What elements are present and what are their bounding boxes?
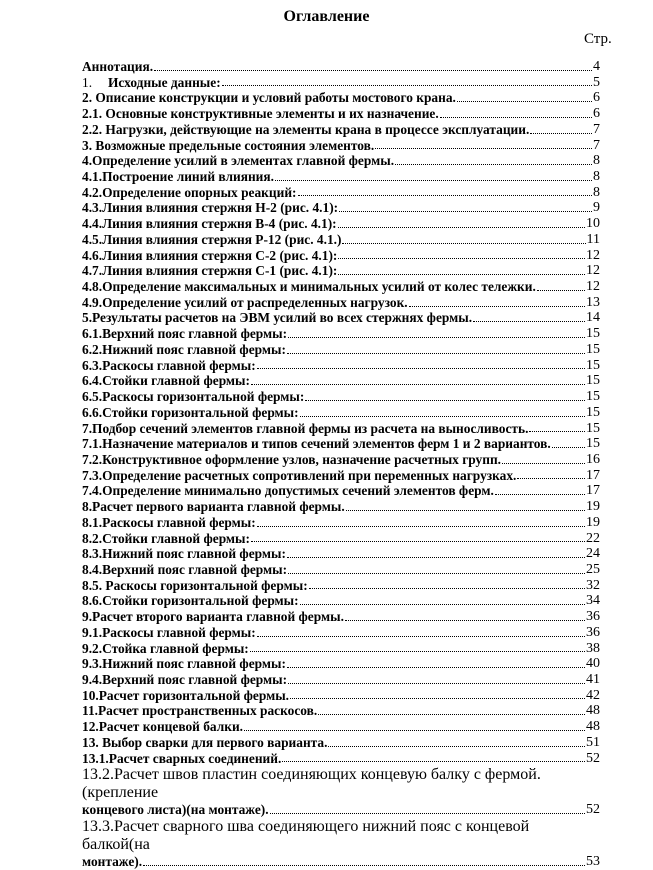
dot-leader — [287, 557, 585, 558]
dot-leader — [530, 133, 592, 134]
toc-entry-title: 9.4.Верхний пояс главной фермы: — [82, 672, 288, 688]
dot-leader — [257, 526, 585, 527]
toc-entry-title: Аннотация. — [82, 58, 154, 74]
dot-leader — [395, 164, 592, 165]
toc-entry-page: 13 — [586, 294, 600, 310]
toc-entry-title: 13.1.Расчет сварных соединений. — [82, 750, 282, 766]
toc-entry-title: 8.1.Раскосы главной фермы: — [82, 514, 256, 530]
dot-leader — [275, 180, 592, 181]
dot-leader — [346, 510, 585, 511]
dot-leader — [517, 478, 585, 479]
dot-leader — [288, 573, 585, 574]
toc-entry-title: 4.4.Линия влияния стержня В-4 (рис. 4.1): — [82, 216, 337, 232]
toc-entry[interactable] — [82, 766, 600, 818]
toc-entry-title: 7.4.Определение минимально допустимых сечений элементов ферм. — [82, 483, 494, 499]
toc-entry-page: 52 — [586, 750, 600, 766]
toc-entry[interactable] — [82, 593, 600, 609]
toc-entry-number: 1. — [82, 74, 93, 90]
toc-entry-title: концевого листа)(на монтаже). — [82, 802, 269, 818]
toc-entry[interactable] — [82, 389, 600, 405]
dot-leader — [143, 865, 585, 866]
dot-leader — [529, 431, 585, 432]
dot-leader — [287, 353, 585, 354]
toc-entry-page: 40 — [586, 656, 600, 672]
toc-entry-page: 7 — [593, 137, 600, 153]
toc-entry-title: 13.2.Расчет швов пластин соединяющих концевую балку с фермой.(крепление — [82, 766, 541, 802]
toc-entry[interactable] — [82, 468, 600, 484]
toc-entry-page: 32 — [586, 577, 600, 593]
dot-leader — [502, 463, 585, 464]
toc-entry-page: 19 — [586, 514, 600, 530]
dot-leader — [375, 148, 592, 149]
toc-entry-page: 8 — [593, 184, 600, 200]
toc-entry-title: 4.1.Построение линий влияния. — [82, 169, 274, 185]
toc-entry[interactable] — [82, 688, 600, 704]
toc-entry-page: 38 — [586, 640, 600, 656]
toc-entry-page: 15 — [586, 420, 600, 436]
toc-entry[interactable] — [82, 405, 600, 421]
toc-entry-title: 9.3.Нижний пояс главной фермы: — [82, 656, 286, 672]
dot-leader — [457, 101, 592, 102]
toc-entry[interactable] — [82, 656, 600, 672]
dot-leader — [318, 714, 585, 715]
toc-entry-title: 8.6.Стойки горизонтальной фермы: — [82, 593, 299, 609]
dot-leader — [305, 400, 585, 401]
dot-leader — [298, 195, 593, 196]
dot-leader — [328, 746, 585, 747]
toc-entry[interactable] — [82, 59, 600, 75]
dot-leader — [288, 337, 585, 338]
toc-entry-page: 7 — [593, 121, 600, 137]
toc-entry-title: 5.Результаты расчетов на ЭВМ усилий во всех стержнях фермы. — [82, 310, 473, 326]
dot-leader — [339, 211, 592, 212]
toc-entry-page: 22 — [586, 530, 600, 546]
toc-entry[interactable] — [82, 185, 600, 201]
toc-entry-page: 24 — [586, 546, 600, 562]
toc-entry[interactable] — [82, 311, 600, 327]
toc-entry-page: 52 — [586, 802, 600, 818]
dot-leader — [250, 651, 585, 652]
toc-entry-page: 8 — [593, 153, 600, 169]
toc-entry[interactable] — [82, 342, 600, 358]
toc-entry-page: 6 — [593, 90, 600, 106]
toc-entry-title: 4.9.Определение усилий от распределенных нагрузок. — [82, 294, 408, 310]
toc-entry-page: 48 — [586, 719, 600, 735]
toc-entry-page: 51 — [586, 734, 600, 750]
toc-entry-title: 7.Подбор сечений элементов главной фермы из расчета на выносливость. — [82, 420, 529, 436]
dot-leader — [257, 368, 585, 369]
dot-leader — [300, 416, 585, 417]
table-of-contents — [82, 59, 600, 870]
dot-leader — [154, 70, 592, 71]
toc-entry[interactable] — [82, 562, 600, 578]
dot-leader — [345, 620, 585, 621]
toc-entry-page: 25 — [586, 561, 600, 577]
toc-entry-title: 4.6.Линия влияния стержня С-2 (рис. 4.1): — [82, 247, 338, 263]
toc-entry[interactable] — [82, 279, 600, 295]
dot-leader — [552, 447, 585, 448]
toc-entry-page: 11 — [586, 231, 600, 247]
toc-entry[interactable] — [82, 672, 600, 688]
toc-entry[interactable] — [82, 232, 600, 248]
toc-entry[interactable] — [82, 122, 600, 138]
toc-entry-page: 12 — [586, 279, 600, 295]
toc-entry-title: 2. Описание конструкции и условий работы мостового крана. — [82, 90, 456, 106]
toc-entry-page: 14 — [586, 310, 600, 326]
toc-entry[interactable] — [82, 483, 600, 499]
toc-entry[interactable] — [82, 531, 600, 547]
toc-entry[interactable] — [82, 609, 600, 625]
toc-entry-page: 16 — [586, 451, 600, 467]
page-column-header: Стр. — [584, 31, 612, 47]
toc-entry[interactable] — [82, 515, 600, 531]
toc-entry-title: 4.5.Линия влияния стержня Р-12 (рис. 4.1.) — [82, 231, 342, 247]
toc-entry-continuation[interactable] — [82, 802, 600, 818]
toc-entry-page: 15 — [586, 404, 600, 420]
dot-leader — [342, 243, 585, 244]
toc-entry-page: 36 — [586, 624, 600, 640]
toc-entry-title: 2.1. Основные конструктивные элементы и их назначение. — [82, 106, 439, 122]
toc-entry-title: 8.3.Нижний пояс главной фермы: — [82, 546, 286, 562]
toc-entry-continuation[interactable] — [82, 854, 600, 870]
dot-leader — [222, 85, 592, 86]
toc-entry-title: 3. Возможные предельные состояния элементов. — [82, 137, 375, 153]
toc-entry-title: 7.2.Конструктивное оформление узлов, назначение расчетных групп. — [82, 451, 502, 467]
toc-entry-page: 53 — [586, 854, 600, 870]
toc-entry-title: 10.Расчет горизонтальной фермы. — [82, 687, 290, 703]
toc-title: Оглавление — [283, 8, 370, 25]
toc-entry[interactable] — [82, 153, 600, 169]
toc-entry[interactable] — [82, 263, 600, 279]
toc-entry-page: 42 — [586, 687, 600, 703]
dot-leader — [287, 667, 585, 668]
toc-entry-title: 4.8.Определение максимальных и минимальных усилий от колес тележки. — [82, 279, 536, 295]
toc-entry-title: 6.4.Стойки главной фермы: — [82, 373, 250, 389]
dot-leader — [537, 290, 585, 291]
toc-entry[interactable] — [82, 169, 600, 185]
dot-leader — [495, 494, 585, 495]
toc-entry-page: 15 — [586, 341, 600, 357]
toc-entry[interactable] — [82, 326, 600, 342]
dot-leader — [300, 604, 585, 605]
toc-entry[interactable] — [82, 216, 600, 232]
toc-entry-title: 8.2.Стойки главной фермы: — [82, 530, 250, 546]
toc-entry[interactable] — [82, 421, 600, 437]
dot-leader — [288, 683, 585, 684]
toc-entry-page: 5 — [593, 74, 600, 90]
toc-entry-page: 12 — [586, 263, 600, 279]
toc-entry-title: 9.1.Раскосы главной фермы: — [82, 624, 256, 640]
toc-entry-title: 13. Выбор сварки для первого варианта. — [82, 734, 328, 750]
toc-entry-title: 8.Расчет первого варианта главной фермы. — [82, 499, 345, 515]
toc-entry-title: 7.3.Определение расчетных сопротивлений при переменных нагрузках. — [82, 467, 517, 483]
toc-entry-title: 8.4.Верхний пояс главной фермы: — [82, 561, 288, 577]
toc-entry[interactable] — [82, 373, 600, 389]
dot-leader — [338, 274, 585, 275]
toc-entry[interactable] — [82, 452, 600, 468]
toc-entry[interactable] — [82, 703, 600, 719]
dot-leader — [270, 813, 585, 814]
toc-entry-page: 15 — [586, 357, 600, 373]
toc-entry[interactable] — [82, 578, 600, 594]
dot-leader — [473, 321, 585, 322]
toc-entry[interactable] — [82, 90, 600, 106]
dot-leader — [290, 698, 585, 699]
toc-entry[interactable] — [82, 625, 600, 641]
dot-leader — [251, 384, 585, 385]
toc-entry-title: 13.3.Расчет сварного шва соединяющего нижний пояс с концевой балкой(на — [82, 818, 530, 854]
toc-entry-title: 12.Расчет концевой балки. — [82, 719, 244, 735]
dot-leader — [338, 258, 585, 259]
toc-entry-title: 4.7.Линия влияния стержня С-1 (рис. 4.1): — [82, 263, 338, 279]
toc-entry-page: 6 — [593, 106, 600, 122]
toc-entry-title: 4.3.Линия влияния стержня Н-2 (рис. 4.1): — [82, 200, 339, 216]
toc-entry-title: монтаже). — [82, 854, 143, 870]
toc-entry[interactable] — [82, 436, 600, 452]
toc-entry-page: 12 — [586, 247, 600, 263]
toc-entry-title: 11.Расчет пространственных раскосов. — [82, 703, 318, 719]
toc-entry-title: 6.1.Верхний пояс главной фермы: — [82, 326, 288, 342]
toc-entry-page: 15 — [586, 373, 600, 389]
toc-entry[interactable] — [82, 106, 600, 122]
toc-entry[interactable] — [82, 200, 600, 216]
toc-entry-page: 19 — [586, 499, 600, 515]
toc-entry[interactable] — [82, 818, 600, 870]
toc-entry[interactable] — [82, 499, 600, 515]
toc-entry[interactable] — [82, 719, 600, 735]
toc-entry-page: 15 — [586, 436, 600, 452]
toc-entry-page: 34 — [586, 593, 600, 609]
toc-entry-page: 10 — [586, 216, 600, 232]
toc-entry-title: 6.5.Раскосы горизонтальной фермы: — [82, 389, 305, 405]
toc-entry-page: 4 — [593, 58, 600, 74]
toc-entry-title: 8.5. Раскосы горизонтальной фермы: — [82, 577, 308, 593]
toc-entry-title: 2.2. Нагрузки, действующие на элементы крана в процессе эксплуатации. — [82, 121, 530, 137]
toc-entry-title: 4.2.Определение опорных реакций: — [82, 184, 297, 200]
toc-entry-page: 15 — [586, 389, 600, 405]
toc-entry-page: 8 — [593, 169, 600, 185]
toc-entry-title: 6.2.Нижний пояс главной фермы: — [82, 341, 286, 357]
dot-leader — [309, 588, 585, 589]
toc-entry-title: Исходные данные: — [108, 74, 221, 90]
toc-entry-title: 6.3.Раскосы главной фермы: — [82, 357, 256, 373]
toc-entry-title: 9.Расчет второго варианта главной фермы. — [82, 609, 344, 625]
toc-entry[interactable] — [82, 295, 600, 311]
toc-entry[interactable] — [82, 75, 600, 91]
toc-entry-title: 9.2.Стойка главной фермы: — [82, 640, 249, 656]
dot-leader — [257, 636, 585, 637]
toc-entry-page: 41 — [586, 672, 600, 688]
dot-leader — [244, 730, 585, 731]
toc-entry-title: 7.1.Назначение материалов и типов сечений элементов ферм 1 и 2 вариантов. — [82, 436, 551, 452]
toc-entry-page: 36 — [586, 609, 600, 625]
toc-entry-title: 4.Определение усилий в элементах главной фермы. — [82, 153, 395, 169]
toc-entry-page: 48 — [586, 703, 600, 719]
toc-entry[interactable] — [82, 138, 600, 154]
toc-entry-page: 15 — [586, 326, 600, 342]
toc-entry[interactable] — [82, 248, 600, 264]
toc-entry[interactable] — [82, 751, 600, 767]
dot-leader — [251, 541, 585, 542]
dot-leader — [409, 306, 585, 307]
toc-entry[interactable] — [82, 546, 600, 562]
toc-entry[interactable] — [82, 358, 600, 374]
dot-leader — [282, 761, 585, 762]
dot-leader — [338, 227, 585, 228]
toc-entry-page: 9 — [593, 200, 600, 216]
dot-leader — [440, 117, 592, 118]
toc-entry[interactable] — [82, 641, 600, 657]
toc-entry-page: 17 — [586, 467, 600, 483]
toc-entry[interactable] — [82, 735, 600, 751]
toc-entry-page: 17 — [586, 483, 600, 499]
toc-entry-title: 6.6.Стойки горизонтальной фермы: — [82, 404, 299, 420]
